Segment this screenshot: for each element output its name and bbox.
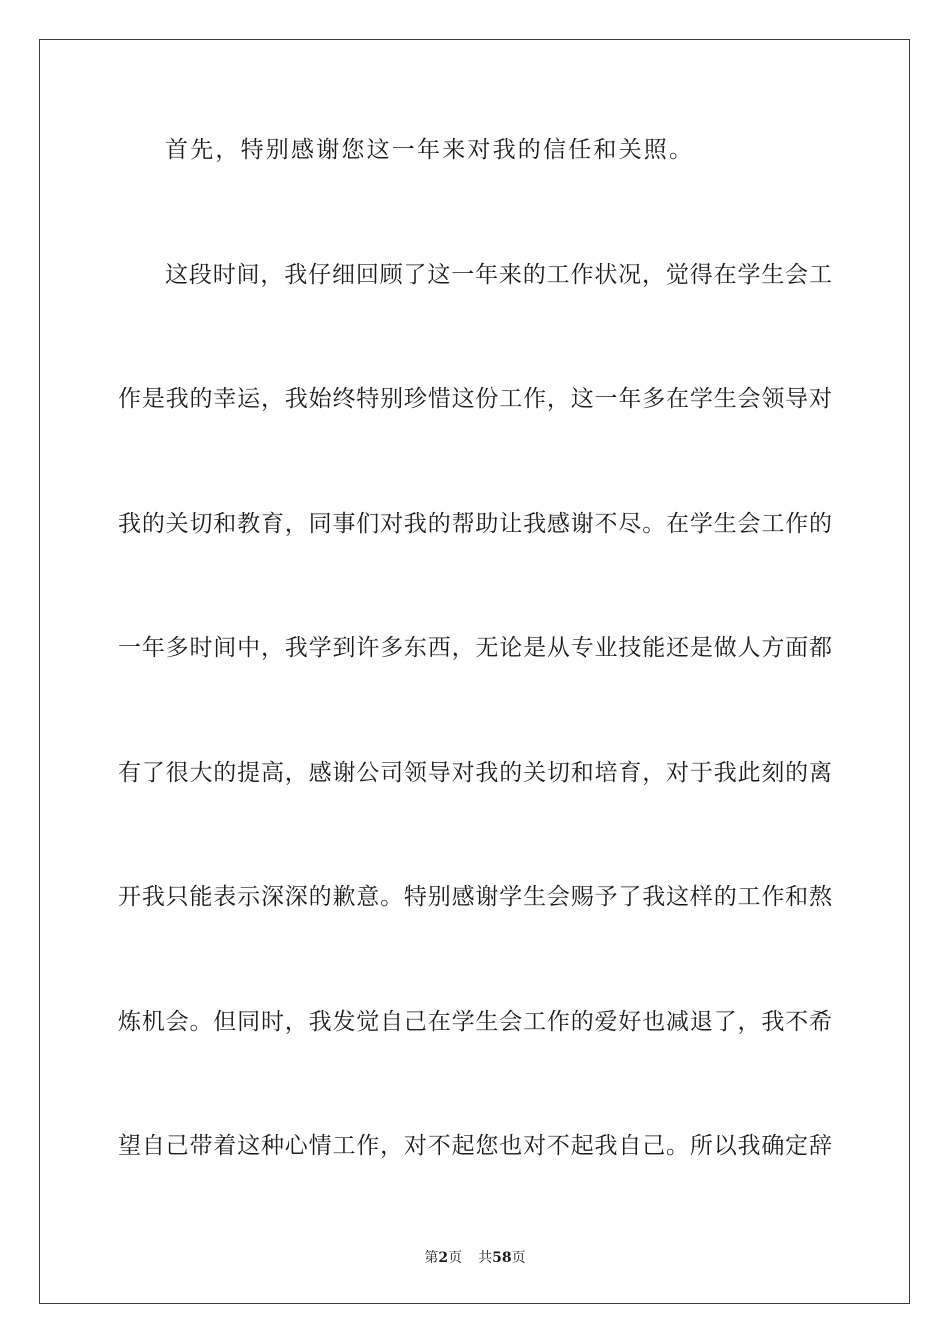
paragraph-line: 我的关切和教育，同事们对我的帮助让我感谢不尽。在学生会工作的 bbox=[118, 511, 832, 537]
paragraph-line: 开我只能表示深深的歉意。特别感谢学生会赐予了我这样的工作和熬 bbox=[118, 884, 832, 910]
paragraph-line: 首先，特别感谢您这一年来对我的信任和关照。 bbox=[165, 137, 695, 163]
paragraph-line: 有了很大的提高，感谢公司领导对我的关切和培育，对于我此刻的离 bbox=[118, 760, 832, 786]
paragraph-line: 炼机会。但同时，我发觉自己在学生会工作的爱好也减退了，我不希 bbox=[118, 1009, 832, 1035]
page-footer bbox=[0, 1247, 950, 1267]
total-suffix: 页 bbox=[511, 1250, 526, 1266]
page-prefix: 第 bbox=[424, 1250, 439, 1266]
total-prefix: 共 bbox=[478, 1250, 493, 1266]
page-border bbox=[39, 39, 910, 1304]
paragraph-line: 一年多时间中，我学到许多东西，无论是从专业技能还是做人方面都 bbox=[118, 635, 832, 661]
paragraph-line: 望自己带着这种心情工作，对不起您也对不起我自己。所以我确定辞 bbox=[118, 1133, 832, 1159]
total-pages: 58 bbox=[492, 1250, 512, 1266]
page-number: 2 bbox=[438, 1250, 449, 1266]
paragraph-line: 这段时间，我仔细回顾了这一年来的工作状况，觉得在学生会工 bbox=[165, 262, 832, 288]
page-suffix: 页 bbox=[448, 1250, 463, 1266]
paragraph-line: 作是我的幸运，我始终特别珍惜这份工作，这一年多在学生会领导对 bbox=[118, 386, 832, 412]
